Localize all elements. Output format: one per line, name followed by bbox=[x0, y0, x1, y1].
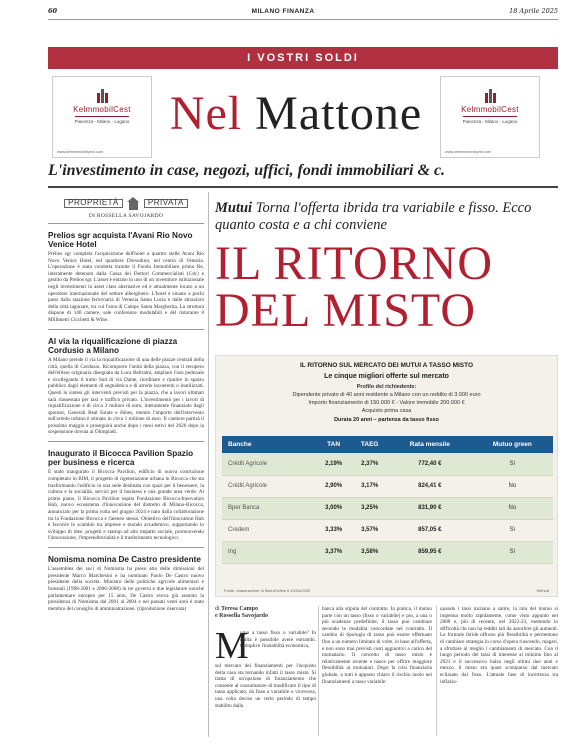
monthly-payment: 831,90 € bbox=[388, 497, 472, 519]
news-separator bbox=[48, 441, 204, 442]
column-header: TAEG bbox=[351, 436, 388, 453]
column-name-left: PROPRIETÀ bbox=[64, 199, 123, 208]
tan-value: 3,33% bbox=[316, 519, 351, 541]
advertisement-left[interactable] bbox=[52, 76, 152, 158]
profile-line: Dipendente privato di 40 anni residente a Milano con un reddito di 3.000 euro bbox=[292, 392, 481, 398]
column-divider bbox=[436, 606, 437, 736]
bank-name: Crédit Agricole bbox=[222, 453, 316, 475]
profile-line: Importo finanziamento di 150.000 € - Valore immobile 200.000 € bbox=[308, 400, 465, 406]
bank-name: Credem bbox=[222, 519, 316, 541]
green-mortgage: Sì bbox=[472, 519, 553, 541]
bank-name: Crédit Agricole bbox=[222, 475, 316, 497]
table-row bbox=[222, 453, 553, 475]
table-duration: Durata 20 anni – partenza da tasso fisso bbox=[334, 417, 439, 423]
advertisement-right[interactable] bbox=[440, 76, 540, 158]
article-body: sul mercato dei finanziamenti per l'acquisto della casa sta tornando infatti il tasso misto. Si tratta di un'opzione di finanziamento che consente al consumatore di modificare il tipo di tasso applicato, da fisso a variabile o viceversa, una volta deciso un certo periodo di tempo stabilito dalla bbox=[215, 663, 316, 709]
article-byline bbox=[215, 606, 315, 620]
sidebar-column-header bbox=[48, 197, 204, 210]
kicker-lead: Mutui bbox=[215, 200, 253, 216]
masthead-word-2: Mattone bbox=[255, 87, 423, 140]
green-mortgage: No bbox=[472, 475, 553, 497]
article-kicker bbox=[215, 200, 558, 234]
tagline-rule bbox=[48, 186, 558, 188]
column-divider bbox=[208, 192, 209, 737]
headline-line-1: IL RITORNO bbox=[215, 237, 493, 290]
green-mortgage: No bbox=[472, 497, 553, 519]
section-label: I VOSTRI SOLDI bbox=[247, 52, 359, 64]
column-header: Mutuo green bbox=[472, 436, 553, 453]
column-header: Rata mensile bbox=[388, 436, 472, 453]
page-number: 60 bbox=[48, 7, 58, 15]
table-header-row bbox=[222, 436, 553, 453]
news-item-title: Prelios sgr acquista l'Avani Rio Novo Venice Hotel bbox=[48, 230, 193, 249]
table-row bbox=[222, 497, 553, 519]
ad-website[interactable]: www.kelmimmobiliyest.com bbox=[445, 150, 492, 154]
monthly-payment: 772,40 € bbox=[388, 453, 472, 475]
taeg-value: 3,57% bbox=[351, 519, 388, 541]
headline-line-2: DEL MISTO bbox=[215, 284, 476, 337]
table-source: Fonte: elaborazione di MutuiOnline.it 15/04/2025 bbox=[224, 588, 311, 593]
brand-logo-icon bbox=[95, 89, 109, 103]
bank-name: Bper Banca bbox=[222, 497, 316, 519]
masthead-word-1: Nel bbox=[169, 87, 243, 140]
byline-author: e Rossella Savojardo bbox=[215, 613, 268, 619]
ad-cities: Piacenza - Milano - Lugano bbox=[75, 116, 130, 124]
sidebar-byline: DI ROSSELLA SAVOJARDO bbox=[48, 213, 204, 224]
header-rule bbox=[48, 19, 558, 20]
ad-website[interactable]: www.kelmimmobiliyest.com bbox=[57, 150, 104, 154]
profile-label: Profilo del richiedente: bbox=[356, 384, 417, 390]
article-headline bbox=[215, 237, 558, 337]
column-name-right: PRIVATA bbox=[144, 199, 188, 208]
table-profile bbox=[216, 383, 557, 415]
table-row bbox=[222, 519, 553, 541]
table-row bbox=[222, 541, 553, 563]
monthly-payment: 824,41 € bbox=[388, 475, 472, 497]
publication-name: MILANO FINANZA bbox=[251, 7, 315, 15]
table-title: IL RITORNO SUL MERCATO DEI MUTUI A TASSO MISTO bbox=[299, 362, 474, 369]
news-item-title: Nomisma nomina De Castro presidente bbox=[48, 555, 201, 564]
table-row bbox=[222, 475, 553, 497]
mortgage-table bbox=[222, 436, 553, 564]
ad-cities: Piacenza - Milano - Lugano bbox=[463, 116, 518, 124]
tan-value: 2,19% bbox=[316, 453, 351, 475]
brand-logo-icon bbox=[483, 89, 497, 103]
sidebar-news bbox=[48, 192, 204, 612]
taeg-value: 3,25% bbox=[351, 497, 388, 519]
news-item-body: Prelios sgr completa l'acquisizione dell'hotel a quattro stelle Avani Rio Novo Venice Hotel, nel quartiere Dorsoduro, nel centro di Venezia. L'operazione è stata condotta tramite il Fondo Immobiliare primo Re, interamente detenuto dalla Cassa dei Dottori Commercialisti (Cdc) e gestito da Prelios sgr. L'asset è entrato in uno di un investitore istituzionale negli investimenti in asset class alternative ed è attualmente locato a un operatore internazionale del settore alberghiero. L'hotel è situato a pochi passi dalla stazione ferroviaria di Venezia Santa Lucia e dalle attrazioni della città lagunare, tra cui l'area di Campo Santa Margherita. La struttura dispone di 140 camere, sale conferenze modulabili e del ristorante 8 Millimetri Cicchetti & Wine. bbox=[48, 251, 204, 323]
article-body: banca alla stipula del contratto. In pratica, il mutuo parte con un tasso (fisso o variabile) e poi, a una o più scadenze predefinite, il tasso può cambiare secondo le modalità concordate nel contratto. Il cambio di tipologia di tasso può essere effettuato fino a un numero limitato di volte, in base all'offerta, e non sono mai previsti costi aggiuntivi a carico del mutuatario. Il concetto di tasso misto è relativamente recente e nasce per offrire maggiore flessibilità ai mutuatari. Dopo la crisi finanziaria globale, a tutti è apparso chiaro il rischio insito nei finanziamenti a tasso variabile: bbox=[322, 606, 432, 685]
column-masthead bbox=[154, 84, 438, 144]
mortgage-table-box bbox=[215, 355, 558, 597]
news-item-body: È stato inaugurato il Bicocca Pavilion, edificio di nuova costruzione completato in BIM, il progetto di rigenerazione urbana in Bicocca che sta trasformando l'edificio in una sede destinata con spazi per il benessere, la cultura e la socialità, servizi per il business e una grande area verde. Al primo piano, il Bicocca Pavilion ospita Fondazione Bicocca-Innovation Hub, nuovo ecosistema d'innovazione del distretto di Milano-Bicocca, annunciato per la prima volta nel giugno 2024 e nato dalla collaborazione tra la Fondazione Bicocca e l'ateneo stesso. Obiettivo dell'Innovation Hub è favorire lo scambio tra imprese e mondo accademico, supportando lo sviluppo di idee, progetti e startup ad alto impatto sociale, promuovendo l'innovazione, l'imprenditorialità e il trasferimento tecnologico. bbox=[48, 469, 204, 542]
section-banner bbox=[48, 47, 558, 69]
page-header bbox=[48, 5, 558, 17]
news-item-body: L'assemblea dei soci di Nomisma ha preso atto delle dimissioni del presidente Marco Marchesini e ha nominato Paolo De Castro nuovo presidente della società. Ministro delle politiche agricole alimentari e forestali (1998-2001 e 2006-2008) in tre governi e due legislature nonché parlamentare europeo per 15 anni, De Castro aveva già assunto la presidenza di Nomisma dal 2001 al 2004 e nei passati venti anni è stato membro del consiglio di amministrazione. (riproduzione riservata) bbox=[48, 566, 204, 612]
article-body-start: utuo a tasso fisso o variabile? In realtà è possibile avere entrambi. Complice l'instabilità economica, bbox=[240, 630, 316, 650]
drop-cap: M bbox=[215, 625, 249, 667]
green-mortgage: Sì bbox=[472, 453, 553, 475]
byline-prefix: di bbox=[215, 606, 220, 612]
news-item-title: Inaugurato il Bicocca Pavilion Spazio per business e ricerca bbox=[48, 449, 194, 468]
profile-line: Acquisto prima casa bbox=[361, 408, 412, 414]
ad-brand-name: KelmmobilCest bbox=[461, 105, 519, 114]
table-subtitle: Le cinque migliori offerte sul mercato bbox=[324, 373, 449, 380]
tan-value: 3,37% bbox=[316, 541, 351, 563]
masthead-tagline: L'investimento in case, negozi, uffici, fondi immobiliari & c. bbox=[48, 162, 446, 179]
bank-name: Ing bbox=[222, 541, 316, 563]
news-item-body: A Milano prende il via la riqualificazione di una delle piazze centrali della città, quella di Cordusio. Ricomporre l'unità della piazza, con il recupero dell'ellisse originaria disegnata da Luca Beltrami, ampliare l'uso pedonale e ricollegando il tratto Sud di via Dante, riordinare e ripulire lo spazio pubblico dagli elementi di segnaletica e di arredo incoerenti o inutilizzati. Questi in sintesi gli interventi previsti per la piazza, che a lavori ultimati sarà riassestata per taxi e traffico privato. L'investimento per i lavori di riqualificazione è di circa 3 milioni di euro, interamente finanziato dagli sponsor, Generali Real Estate e Hines, mentre l'importo dell'intervento sull'arredo urbano è stimato in circa 1 milione di euro. Il cantiere partirà il prossimo maggio e proseguirà anche dopo i mesi estivi del 2026 dopo la sospensione dovuta ai Olimpiadi. bbox=[48, 356, 204, 436]
column-header: Banche bbox=[222, 436, 316, 453]
monthly-payment: 857,05 € bbox=[388, 519, 472, 541]
taeg-value: 3,17% bbox=[351, 475, 388, 497]
tan-value: 3,00% bbox=[316, 497, 351, 519]
issue-date: 18 Aprile 2025 bbox=[509, 7, 558, 15]
column-divider bbox=[318, 606, 319, 736]
news-separator bbox=[48, 329, 204, 330]
taeg-value: 2,37% bbox=[351, 453, 388, 475]
table-credit: Withub bbox=[536, 588, 549, 593]
tan-value: 2,90% bbox=[316, 475, 351, 497]
house-icon bbox=[127, 197, 140, 210]
table-footer bbox=[224, 588, 549, 593]
kicker-text: Torna l'offerta ibrida tra variabile e fisso. Ecco quanto costa e a chi conviene bbox=[215, 200, 532, 233]
ad-brand-name: KelmmobilCest bbox=[73, 105, 131, 114]
column-header: TAN bbox=[316, 436, 351, 453]
news-separator bbox=[48, 547, 204, 548]
green-mortgage: Sì bbox=[472, 541, 553, 563]
taeg-value: 3,58% bbox=[351, 541, 388, 563]
article-body: quando i tassi iniziano a salire, la rata del mutuo si impenna molto rapidamente, come visto appunto nel 2008 e, più di recente, nel 2022-23, mettendo in difficoltà chi non ha redditi tali da assorbire gli aumenti. Le formule ibride offrono più flessibilità e permettono di cambiare strategia in corso d'opera riuscendo, magari, a sfruttare al meglio i cambiamenti di mercato. Con il lungo periodo dei tassi di interesse al minimo fino al 2021 e il successivo balzo negli ultimi due anni e mezzo, il misto era quasi scomparso dal mercato eclissato dal fisso. L'attuale fase di incertezza tra inflazio- bbox=[440, 606, 558, 685]
byline-author: Teresa Campo bbox=[221, 606, 259, 612]
monthly-payment: 859,95 € bbox=[388, 541, 472, 563]
news-item-title: Al via la riqualificazione di piazza Cordusio a Milano bbox=[48, 336, 178, 355]
